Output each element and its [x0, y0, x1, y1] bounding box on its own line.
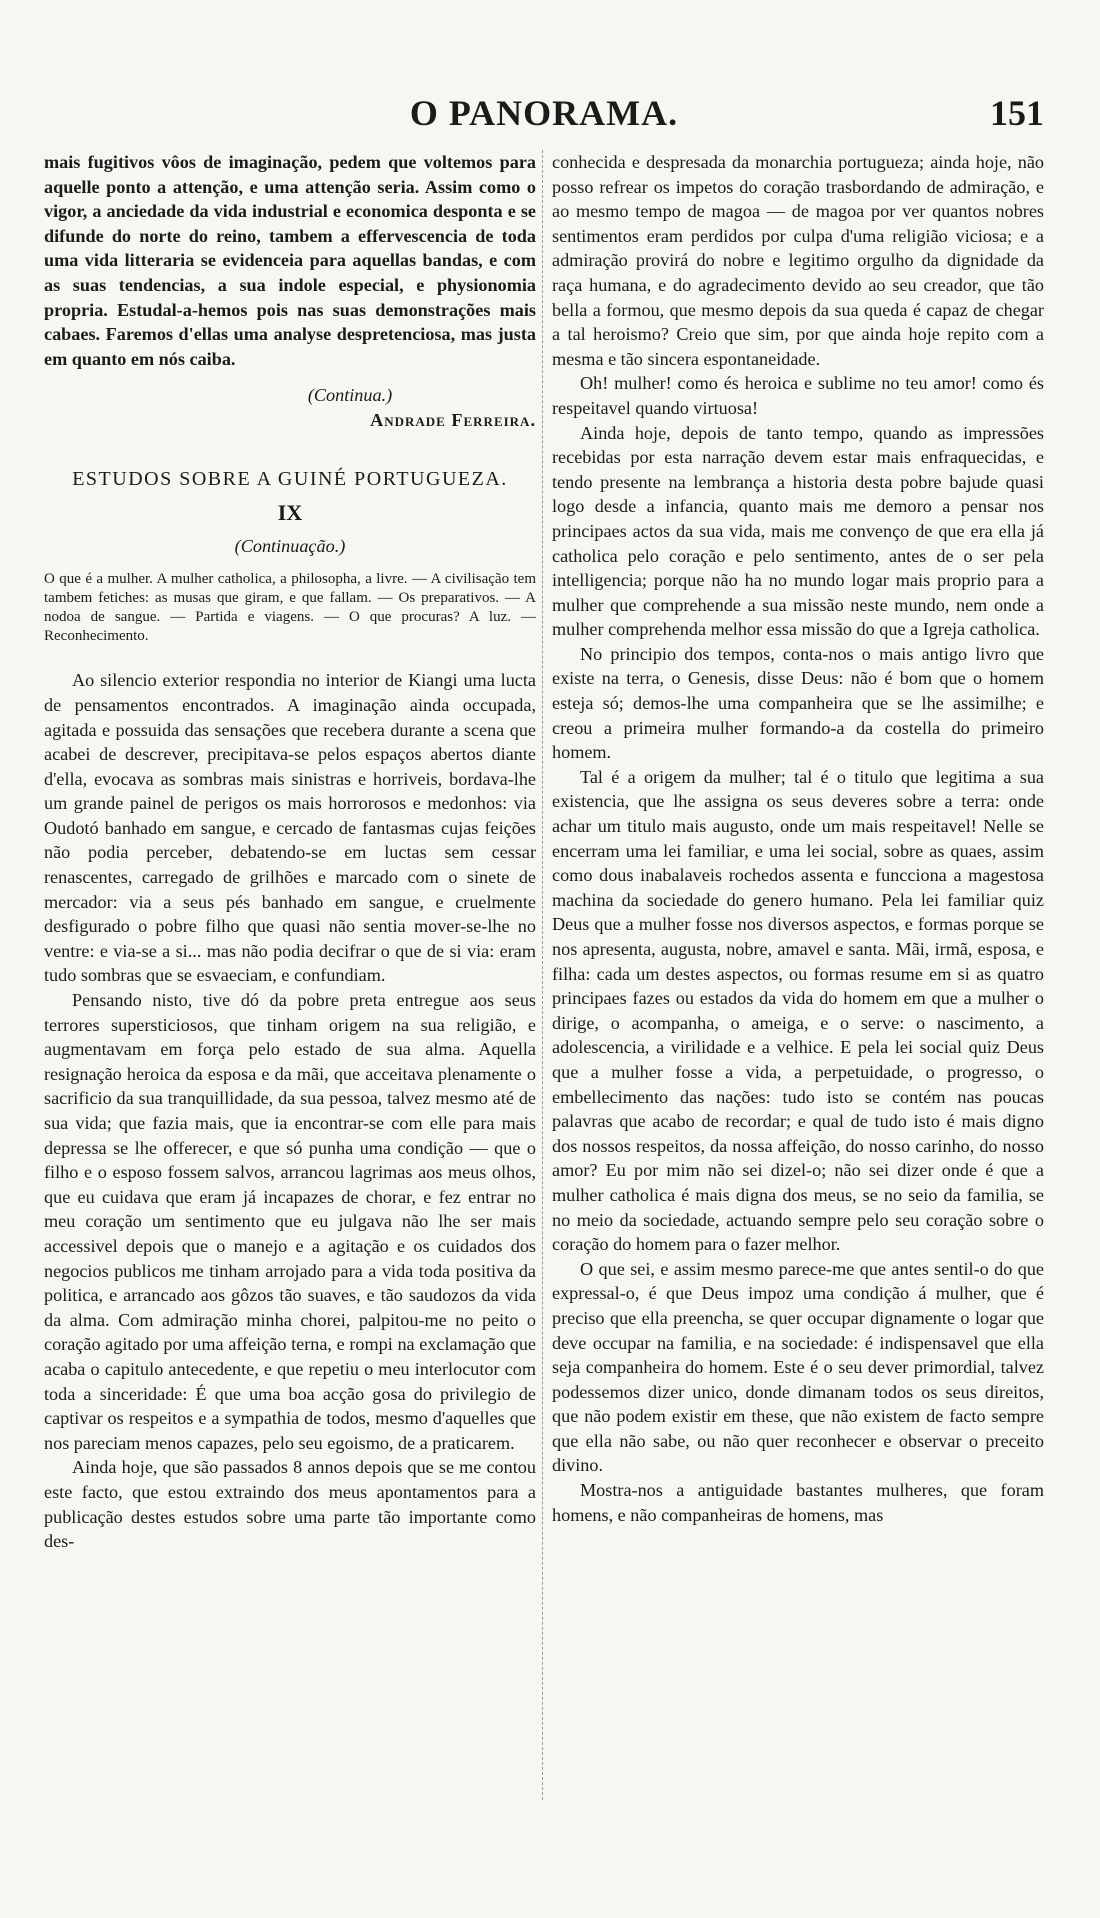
- section-number: IX: [277, 500, 303, 526]
- article-continuation-paragraph: mais fugitivos vôos de imaginação, pedem que voltemos para aquelle ponto a attenção, e uma attenção seria. Assim como o vigor, a anciedade da vida industrial e economica desponta e se difunde do norte do reino, tambem a effervescencia de toda uma vida litteraria se evidenceia para aquellas bandas, e com as suas tendencias, a sua indole especial, e physionomia propria. Estudal-a-hemos pois nas suas demonstrações mais cabaes. Faremos d'ellas uma analyse despretenciosa, mas justa em quanto em nós caiba.: [44, 152, 536, 369]
- body-paragraph: Pensando nisto, tive dó da pobre preta entregue aos seus terrores supersticiosos, que tinham origem na sua religião, e augmentavam em força pelo estado de sua alma. Aquella resignação heroica da esposa e da mãi, que acceitava plenamente o sacrificio da sua tranquillidade, da sua pessoa, talvez mesmo até de sua vida; que fazia mais, que ia encontrar-se com elle para mais depressa se lhe offerecer, e que só punha uma condição — que o filho e o esposo fossem salvos, arrancou lagrimas aos meus olhos, que eu cuidava que eram já incapazes de chorar, e fez entrar no meu coração um sentimento que eu julgava não lhe ser mais accessivel depois que o manejo e a agitação e os cuidados dos negocios publicos me tinham arrojado para a vida toda positiva da politica, e arrancado aos gôzos tão suaves, e tão saudozos da vida da alma. Com admiração minha chorei, palpitou-me no peito o coração agitado por uma affeição terna, e rompi na exclamação que acaba o capitulo antecedente, e que repetiu o meu interlocutor com toda a sinceridade: É que uma boa acção gosa do privilegio de captivar os respeitos e a sympathia de todos, mesmo d'aquelles que nos pareciam menos capazes, pelo seu egoismo, de a praticarem.: [44, 990, 536, 1453]
- body-paragraph: Ao silencio exterior respondia no interior de Kiangi uma lucta de pensamentos encontrados. A imaginação ainda occupada, agitada e possuida das sensações que recebera durante a scena que acabei de descrever, precipitava-se pelos espaços abertos diante d'ella, evocava as sombras mais sinistras e horriveis, bordava-lhe um grande painel de perigos os mais horrorosos e medonhos: via Oudotó banhado em sangue, e cercado de fantasmas cujas feições não podia perceber, debatendo-se em luctas sem cessar renascentes, carregado de grilhões e marcado com o sinete de mercador: via a seus pés banhado em sangue, e cruelmente desfigurado o pobre filho que quasi não sentia mover-se-lhe no ventre: e via-se a si... mas não podia decifrar o que de si via: eram tudo sombras que se esvaeciam, e confundiam.: [44, 670, 536, 986]
- body-paragraph: Oh! mulher! como és heroica e sublime no teu amor! como és respeitavel quando virtuosa!: [552, 373, 1044, 418]
- column-divider: [542, 150, 543, 1800]
- body-paragraph: conhecida e despresada da monarchia portugueza; ainda hoje, não posso refrear os impetos do coração trasbordando de admiração, e ao mesmo tempo de magoa — de magoa por ver quantos nobres sentimentos eram perdidos por culpa d'uma religião viciosa; e a admiração provirá do nobre e legitimo orgulho da dignidade da raça humana, e do agradecimento devido ao seu creador, que tão bella a formou, que mesmo depois da sua queda é capaz de chegar a tal heroismo? Creio que sim, por que ainda hoje repito com a mesma e tão sincera espontaneidade.: [552, 152, 1044, 369]
- page-header: [44, 86, 1044, 136]
- page-number: 151: [990, 93, 1044, 133]
- right-column: [552, 150, 1044, 1527]
- running-title: O PANORAMA.: [409, 93, 679, 133]
- author-signature: Andrade Ferreira.: [370, 409, 536, 430]
- body-paragraph: No principio dos tempos, conta-nos o mais antigo livro que existe na terra, o Genesis, disse Deus: não é bom que o homem esteja só; demos-lhe uma companheira que se lhe assimilhe; e creou a primeira mulher formando-a da costella do primeiro homem.: [552, 643, 1044, 763]
- continua-note: (Continua.): [307, 385, 393, 406]
- body-paragraph: O que sei, e assim mesmo parece-me que antes sentil-o do que expressal-o, é que Deus impoz uma condição á mulher, que é preciso que ella preencha, se quer occupar dignamente o logar que deve occupar na familia, e na sociedade: é indispensavel que ella seja companheira do homem. Este é o seu dever primordial, talvez podessemos dizer unico, donde dimanam todos os seus direitos, que não podem existir em these, que não existem de facto sempre que ella não sabe, ou não quer reconhecer e observar o preceito divino.: [552, 1258, 1044, 1476]
- body-paragraph: Ainda hoje, depois de tanto tempo, quando as impressões recebidas por esta narração devem estar mais enfraquecidas, e tendo presente na lembrança a historia desta pobre bajude quasi logo desde a infancia, quanto mais me demoro a pensar nos principaes actos da sua vida, mais me convenço de que era ella já catholica pelo coração e pelo sentimento, antes de o ser pela intelligencia; porque não ha no mundo logar mais proprio para a mulher que comprehende a sua missão neste mundo, nem onde a mulher comprehenda melhor essa missão do que a Igreja catholica.: [552, 422, 1044, 640]
- chapter-summary: O que é a mulher. A mulher catholica, a philosopha, a livre. — A civilisação tem tambem fetiches: as musas que giram, e que fallam. — Os preparativos. — A nodoa de sangue. — Partida e viagens. — O que procuras? A luz. — Reconhecimento.: [44, 571, 536, 645]
- left-column: [44, 150, 536, 1554]
- section-continuation: (Continuação.): [234, 535, 346, 556]
- body-paragraph: Tal é a origem da mulher; tal é o titulo que legitima a sua existencia, que lhe assigna os seus deveres sobre a terra: onde achar um titulo mais augusto, onde um mais respeitavel! Nelle se encerram uma lei familiar, e uma lei social, sobre as quaes, assim como dous inabalaveis rochedos assenta e funcciona a magestosa machina da sociedade do genero humano. Pela lei familiar quiz Deus que a mulher fosse nos diversos aspectos, e formas porque se nos apresenta, augusta, nobre, amavel e santa. Mãi, irmã, esposa, e filha: cada um destes aspectos, ou formas resume em si as quatro principaes fazes ou estados da vida do homem em que a mulher o dirige, o acompanha, o ameiga, e o serve: o nascimento, a adolescencia, a virilidade e a velhice. E pela lei social quiz Deus que a mulher fosse a vida, a perpetuidade, o progresso, o embellecimento das nações: tudo isto se contém nas poucas palavras que acabo de recordar; e qual de tudo isto é mais digno dos nossos respeitos, da nossa affeição, do nosso carinho, do nosso amor? Eu por mim não sei dizel-o; não sei dizer onde é que a mulher catholica é mais digna dos meus, se no seio da familia, se no meio da sociedade, actuando sempre pelo seu coração sobre o coração do homem para o fazer melhor.: [552, 766, 1044, 1255]
- section-title: ESTUDOS SOBRE A GUINÉ PORTUGUEZA.: [72, 467, 508, 490]
- body-paragraph: Mostra-nos a antiguidade bastantes mulheres, que foram homens, e não companheiras de homens, mas: [552, 1480, 1044, 1525]
- body-paragraph: Ainda hoje, que são passados 8 annos depois que se me contou este facto, que estou extraindo dos meus apontamentos para a publicação destes estudos sobre uma parte tão importante como des-: [44, 1457, 536, 1552]
